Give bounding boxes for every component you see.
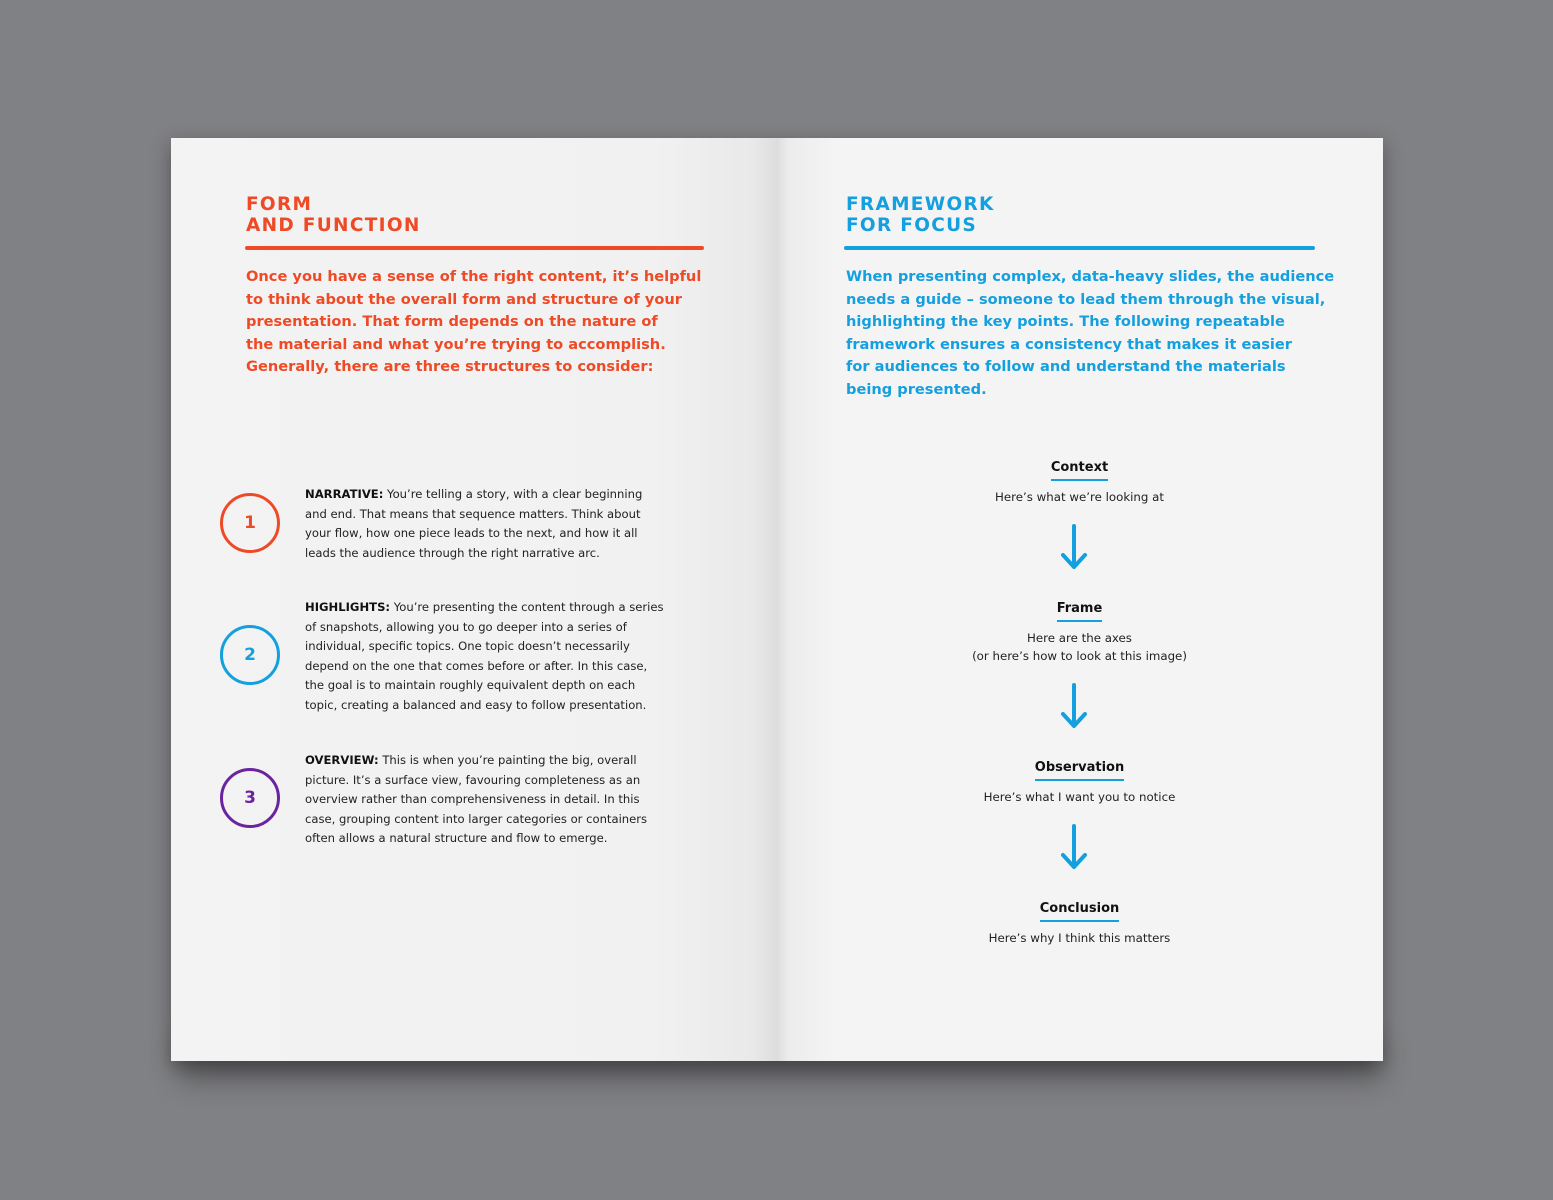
arrow-down-icon: [1058, 824, 1090, 872]
item-line: picture. It’s a surface view, favouring completeness as an: [305, 772, 641, 787]
flow-step-description: [776, 788, 1383, 806]
arrow-down-icon: [1058, 524, 1090, 572]
flow-desc-line: Here’s why I think this matters: [988, 931, 1171, 945]
flow-step-description: [776, 488, 1383, 506]
item-line-text: You’re telling a story, with a clear beginning: [383, 487, 643, 501]
item-line: leads the audience through the right narrative arc.: [305, 545, 600, 560]
flow-desc-line: (or here’s how to look at this image): [972, 649, 1187, 663]
intro-line: highlighting the key points. The following repeatable: [846, 313, 1285, 330]
item-line: depend on the one that comes before or after. In this case,: [305, 658, 648, 673]
flow-desc-line: Here’s what we’re looking at: [995, 490, 1164, 504]
left-intro-paragraph: [246, 266, 701, 379]
flow-step-title: Conclusion: [1040, 901, 1120, 922]
heading-line: FOR FOCUS: [846, 215, 978, 236]
item-line: topic, creating a balanced and easy to follow presentation.: [305, 697, 647, 712]
structure-item-narrative: [305, 485, 642, 563]
structure-item-overview: [305, 751, 647, 849]
number-badge-label: 1: [244, 513, 256, 533]
right-page-heading: [846, 194, 995, 236]
flow-step-description: [776, 929, 1383, 947]
heading-line: FRAMEWORK: [846, 194, 995, 215]
heading-rule: [844, 246, 1315, 250]
arrow-down-icon: [1058, 683, 1090, 731]
item-line: case, grouping content into larger categories or containers: [305, 811, 648, 826]
right-page: [776, 138, 1383, 1061]
structure-item-highlights: [305, 598, 664, 716]
intro-line: When presenting complex, data-heavy slides, the audience: [846, 268, 1335, 285]
number-badge-label: 2: [244, 645, 256, 665]
heading-line: FORM: [246, 194, 313, 215]
intro-line: Once you have a sense of the right content, it’s helpful: [246, 268, 702, 285]
intro-line: Generally, there are three structures to consider:: [246, 358, 654, 375]
right-intro-paragraph: [846, 266, 1334, 401]
booklet-spread: [171, 138, 1383, 1061]
item-line: [305, 485, 642, 505]
flow-desc-line: Here’s what I want you to notice: [983, 790, 1176, 804]
item-line: often allows a natural structure and flow to emerge.: [305, 831, 608, 846]
intro-line: for audiences to follow and understand the materials: [846, 358, 1286, 375]
item-line: overview rather than comprehensiveness in detail. In this: [305, 792, 640, 807]
number-badge-3: [220, 768, 280, 828]
left-page: [171, 138, 776, 1061]
flow-desc-line: Here are the axes: [1027, 631, 1132, 645]
item-line: and end. That means that sequence matters. Think about: [305, 506, 641, 521]
flow-step-context: [776, 456, 1383, 506]
heading-line: AND FUNCTION: [246, 215, 421, 236]
intro-line: the material and what you’re trying to accomplish.: [246, 335, 666, 353]
item-line: your flow, how one piece leads to the next, and how it all: [305, 526, 638, 541]
item-line: the goal is to maintain roughly equivalent depth on each: [305, 678, 636, 693]
flow-step-observation: [776, 756, 1383, 806]
item-line: of snapshots, allowing you to go deeper into a series of: [305, 619, 627, 634]
intro-line: being presented.: [846, 380, 987, 398]
flow-step-title: Context: [1051, 460, 1108, 481]
intro-line: presentation. That form depends on the nature of: [246, 313, 658, 330]
flow-step-title: Frame: [1057, 601, 1103, 622]
number-badge-1: [220, 493, 280, 553]
flow-step-conclusion: [776, 897, 1383, 947]
item-line: [305, 751, 647, 771]
item-label: HIGHLIGHTS:: [305, 600, 391, 614]
item-line: individual, specific topics. One topic doesn’t necessarily: [305, 639, 630, 654]
left-page-heading: [246, 194, 421, 236]
number-badge-2: [220, 625, 280, 685]
flow-step-frame: [776, 597, 1383, 665]
flow-step-title: Observation: [1035, 760, 1124, 781]
item-label: OVERVIEW:: [305, 753, 379, 767]
number-badge-label: 3: [244, 788, 256, 808]
item-line-text: This is when you’re painting the big, overall: [378, 753, 637, 767]
item-line: [305, 598, 664, 618]
flow-step-description: [776, 629, 1383, 665]
intro-line: to think about the overall form and structure of your: [246, 290, 682, 308]
heading-rule: [245, 246, 704, 250]
item-line-text: You’re presenting the content through a series: [390, 600, 664, 614]
intro-line: framework ensures a consistency that makes it easier: [846, 335, 1292, 353]
intro-line: needs a guide – someone to lead them through the visual,: [846, 290, 1326, 308]
item-label: NARRATIVE:: [305, 487, 384, 501]
